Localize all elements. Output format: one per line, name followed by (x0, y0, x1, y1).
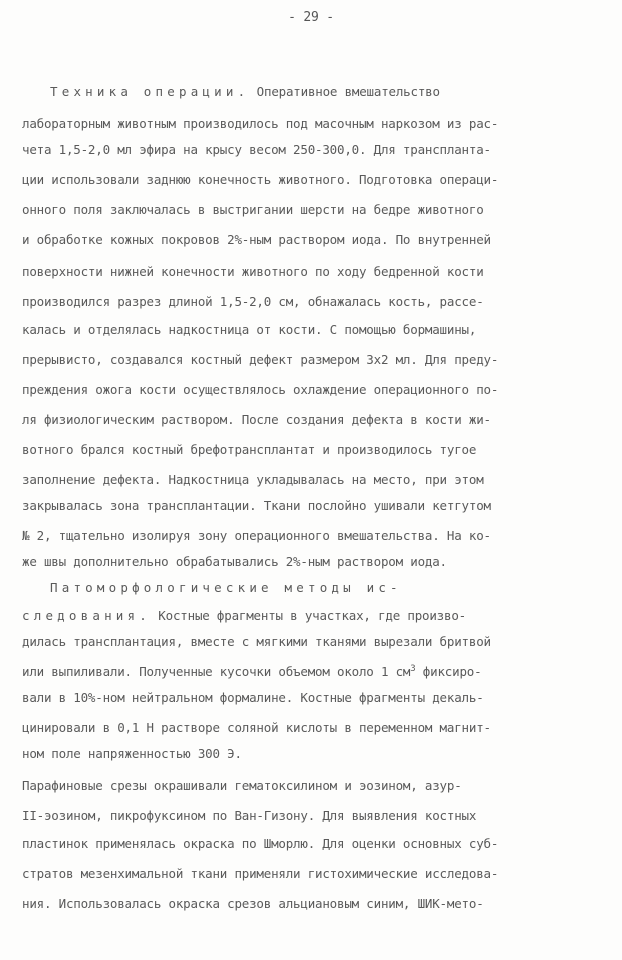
text-line (22, 634, 607, 650)
line-text: онного поля заключалась в выстригании шерсти на бедре животного (22, 202, 484, 217)
line-text: или выпиливали. Полученные кусочки объемом около 1 см (22, 664, 411, 679)
line-text: преждения ожога кости осуществлялось охлаждение операционного по- (22, 382, 499, 397)
line-text: закрывалась зона трансплантации. Ткани послойно ушивали кетгутом (22, 498, 491, 513)
text-line (22, 664, 607, 680)
line-text: же швы дополнительно обрабатывались 2%-ным раствором иода. (22, 554, 447, 569)
section-heading: следования. (22, 608, 151, 623)
text-line (22, 896, 607, 912)
line-text: поверхности нижней конечности животного по ходу бедренной кости (22, 264, 484, 279)
page-number: - 29 - (288, 10, 334, 25)
text-line (22, 836, 607, 852)
line-text: прерывисто, создавался костный дефект размером 3х2 мл. Для преду- (22, 352, 499, 367)
line-text: цинировали в 0,1 Н растворе соляной кислоты в переменном магнит- (22, 720, 491, 735)
text-line (22, 498, 607, 514)
text-line (50, 580, 622, 596)
text-line (22, 294, 607, 310)
text-line (22, 352, 607, 368)
line-text: ния. Использовалась окраска срезов альциановым синим, ШИК-мето- (22, 896, 484, 911)
text-line (22, 232, 607, 248)
text-line (22, 412, 607, 428)
text-line (22, 172, 607, 188)
text-line (22, 690, 607, 706)
line-text: чета 1,5-2,0 мл эфира на крысу весом 250-300,0. Для транспланта- (22, 142, 491, 157)
text-line (22, 322, 607, 338)
line-text: и обработке кожных покровов 2%-ным раствором иода. По внутренней (22, 232, 491, 247)
section-heading: Патоморфологические методы ис- (50, 580, 402, 595)
line-text: калась и отделялась надкостница от кости. С помощью бормашины, (22, 322, 477, 337)
line-text: Костные фрагменты в участках, где произво- (150, 608, 466, 623)
text-line (22, 608, 607, 624)
text-line (22, 116, 607, 132)
line-text: вали в 10%-ном нейтральном формалине. Костные фрагменты декаль- (22, 690, 484, 705)
line-text: ля физиологическим раствором. После создания дефекта в кости жи- (22, 412, 491, 427)
line-text: вотного брался костный брефотрансплантат и производилось тугое (22, 442, 477, 457)
superscript: 3 (410, 664, 416, 674)
text-line (50, 84, 622, 100)
line-text-continued: фиксиро- (415, 664, 482, 679)
line-text: дилась трансплантация, вместе с мягкими тканями вырезали бритвой (22, 634, 491, 649)
line-text: лабораторным животным производилось под масочным наркозом из рас- (22, 116, 499, 131)
line-text: ном поле напряженностью 300 Э. (22, 746, 242, 761)
text-line (22, 808, 607, 824)
line-text: ции использовали заднюю конечность животного. Подготовка операци- (22, 172, 499, 187)
text-line (22, 528, 607, 544)
line-text: № 2, тщательно изолируя зону операционного вмешательства. На ко- (22, 528, 491, 543)
section-heading: Техника операции. (50, 84, 250, 99)
line-text: заполнение дефекта. Надкостница укладывалась на место, при этом (22, 472, 484, 487)
text-line (22, 382, 607, 398)
text-line (22, 472, 607, 488)
text-line (22, 142, 607, 158)
text-line (22, 554, 607, 570)
text-line (22, 264, 607, 280)
text-line (22, 720, 607, 736)
text-line (22, 866, 607, 882)
line-text: производился разрез длиной 1,5-2,0 см, обнажалась кость, рассе- (22, 294, 484, 309)
text-line (22, 746, 607, 762)
line-text: стратов мезенхимальной ткани применяли гистохимические исследова- (22, 866, 499, 881)
text-line (22, 778, 607, 794)
line-text: пластинок применялась окраска по Шморлю. Для оценки основных суб- (22, 836, 499, 851)
line-text: Оперативное вмешательство (249, 84, 440, 99)
text-line (22, 202, 607, 218)
text-line (22, 442, 607, 458)
line-text: Парафиновые срезы окрашивали гематоксилином и эозином, азур- (22, 778, 462, 793)
line-text: II-эозином, пикрофуксином по Ван-Гизону. Для выявления костных (22, 808, 477, 823)
